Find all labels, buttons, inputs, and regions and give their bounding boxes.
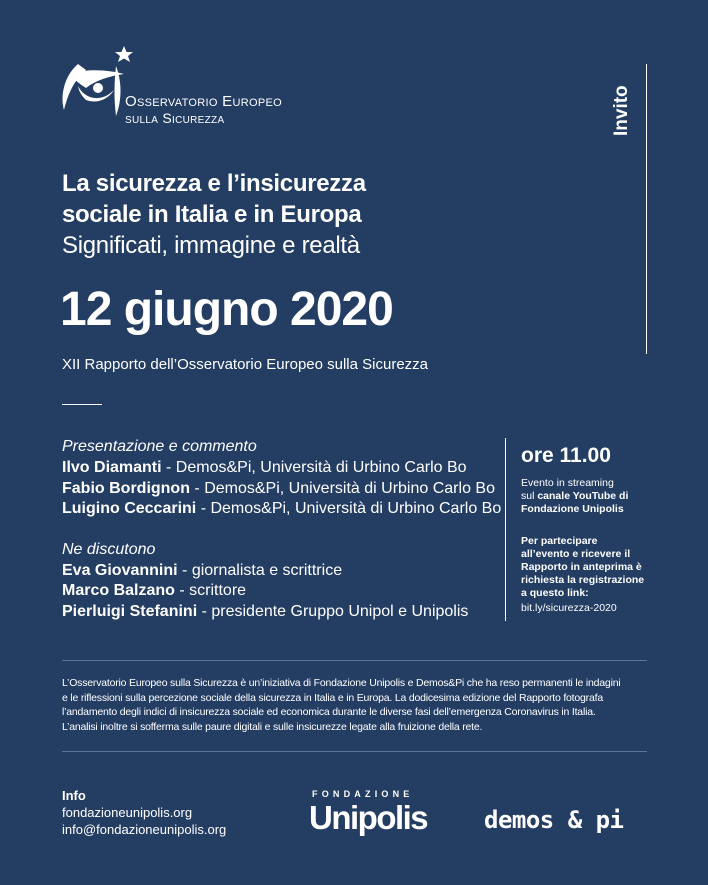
logo-text — [125, 94, 282, 126]
speaker-row — [62, 562, 342, 580]
participate-line: Per partecipare — [521, 535, 598, 547]
stream-line-2a: sul — [521, 490, 538, 502]
logo-line-2: sulla Sicurezza — [125, 110, 225, 126]
speaker-name: Fabio Bordignon — [62, 480, 190, 497]
about-line: l’andamento degli indici di insicurezza sociale ed economica durante le diverse fasi dell’emergenza Coronavirus in Italia. — [62, 706, 596, 718]
about-line: L’analisi inoltre si sofferma sulle paure digitali e sulle insicurezze legate alla fruizione della rete. — [62, 720, 483, 733]
speaker-name: Marco Balzano — [62, 582, 175, 599]
stream-line-2 — [521, 490, 691, 503]
unipolis-logo: Unipolis — [309, 799, 428, 836]
unipolis-logo-top: FONDAZIONE — [312, 789, 414, 799]
report-line: XII Rapporto dell’Osservatorio Europeo sulla Sicurezza — [62, 356, 429, 373]
invite-label: Invito — [611, 85, 632, 136]
speaker-role: - Demos&Pi, Università di Urbino Carlo Bo — [189, 480, 495, 497]
stream-line-2b: canale YouTube di — [537, 490, 629, 502]
speaker-name: Ilvo Diamanti — [62, 459, 162, 476]
info-email-link[interactable]: info@fondazioneunipolis.org — [62, 822, 227, 837]
registration-link[interactable]: bit.ly/sicurezza-2020 — [521, 602, 617, 614]
info-title: Info — [62, 788, 86, 803]
participate-line: Rapporto in anteprima è — [521, 561, 642, 573]
title-line-2: sociale in Italia e in Europa — [62, 201, 362, 228]
speaker-row — [62, 603, 468, 621]
title-line-1: La sicurezza e l’insicurezza — [62, 170, 366, 197]
speaker-name: Eva Giovannini — [62, 562, 178, 579]
subtitle: Significati, immagine e realtà — [62, 232, 360, 259]
participate-line: richiesta la registrazione — [521, 574, 645, 586]
vertical-divider-middle — [505, 438, 506, 621]
about-text — [62, 676, 648, 734]
event-date: 12 giugno 2020 — [60, 283, 393, 336]
speaker-role: - Demos&Pi, Università di Urbino Carlo Bo — [161, 459, 467, 476]
participate-line: a questo link: — [521, 587, 589, 599]
short-divider — [62, 404, 102, 405]
speaker-role: - Demos&Pi, Università di Urbino Carlo Bo — [196, 500, 502, 517]
presentation-heading: Presentazione e commento — [62, 438, 257, 455]
speaker-role: - scrittore — [174, 582, 247, 599]
speaker-name: Luigino Ceccarini — [62, 500, 197, 517]
participate-line: all’evento e ricevere il — [521, 548, 631, 560]
registration-info — [521, 535, 691, 600]
speaker-row — [62, 582, 246, 600]
event-time: ore 11.00 — [521, 444, 611, 467]
speaker-row — [62, 500, 501, 518]
about-line: L’Osservatorio Europeo sulla Sicurezza è un’iniziativa di Fondazione Unipolis e Demos&Pi che ha reso permanenti le indagini — [62, 677, 621, 689]
demos-pi-logo: demos & pi — [484, 806, 624, 834]
stream-line-3: Fondazione Unipolis — [521, 503, 624, 515]
horizontal-divider — [62, 751, 647, 752]
logo-line-1: Osservatorio Europeo — [125, 93, 282, 110]
about-line: e le riflessioni sulla percezione sociale della sicurezza in Italia e in Europa. La dodicesima edizione del Rapporto fotografa — [62, 691, 603, 704]
speaker-role: - presidente Gruppo Unipol e Unipolis — [197, 603, 469, 620]
stream-line-1: Evento in streaming — [521, 477, 614, 489]
vertical-divider-right — [646, 64, 647, 354]
info-website-link[interactable]: fondazioneunipolis.org — [62, 805, 193, 820]
speaker-role: - giornalista e scrittrice — [177, 562, 343, 579]
speaker-row — [62, 480, 495, 498]
speaker-name: Pierluigi Stefanini — [62, 603, 198, 620]
speaker-row — [62, 459, 467, 477]
streaming-info — [521, 477, 691, 516]
discussion-heading: Ne discutono — [62, 541, 156, 558]
horizontal-divider — [62, 660, 647, 661]
